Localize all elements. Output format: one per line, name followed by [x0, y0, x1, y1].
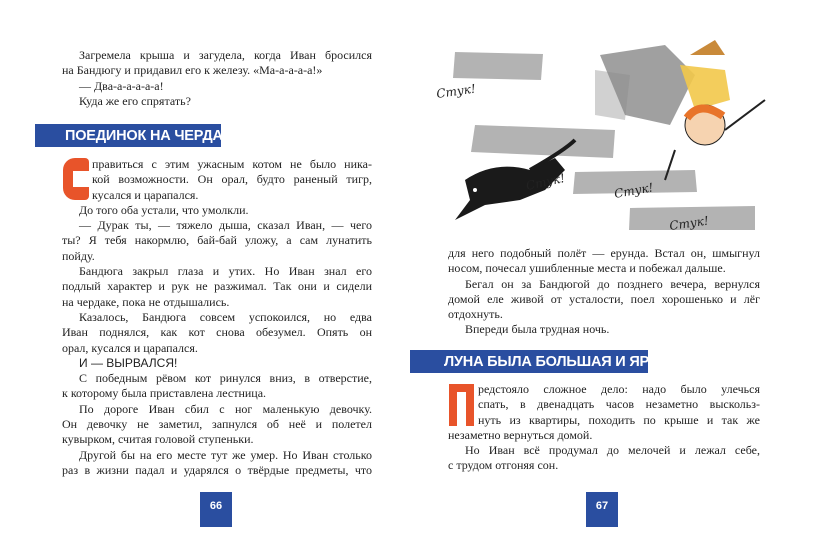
text-line: отдохнуть. — [448, 307, 503, 322]
text-line: Куда же его спрятать? — [79, 93, 191, 108]
text-line: Но Иван всё продумал до мелочей и лежал себе, — [465, 443, 760, 458]
text-line: раз в жизни падал и ударялся о твёрдые предметы, что — [62, 462, 372, 477]
text-line: незаметно вернуться домой. — [448, 427, 593, 442]
text-line: редстояло сложное дело: надо было улечься — [478, 382, 760, 396]
text-line: на Бандюгу и придавил его к железу. «Ма-а-а-а-а!» — [62, 63, 323, 78]
text-line: До того оба устали, что умолкли. — [79, 202, 249, 217]
text-line: с трудом отгоняя сон. — [448, 458, 559, 473]
sound-effect-text: Стук! — [613, 180, 655, 201]
left-main-text — [62, 157, 372, 478]
text-line: По дороге Иван сбил с ног маленькую девочку. — [79, 401, 372, 416]
text-line: подлый характер и рук не разжимал. Так они и сидели — [62, 279, 372, 294]
illustration-falling-boy-and-cat — [425, 30, 795, 240]
text-line: Загремела крыша и загудела, когда Иван бросился — [79, 48, 372, 62]
text-line: кой возможности. Он орал, будто раненый тигр, — [92, 172, 372, 187]
text-line: кувырком, считая головой ступеньки. — [62, 432, 254, 447]
text-line: — Дурак ты, — тяжело дыша, сказал Иван, — чего — [79, 218, 372, 233]
text-line: пойду. — [62, 248, 95, 263]
text-line: — Два-а-а-а-а-а! — [79, 78, 164, 93]
text-line: С победным рёвом кот ринулся вниз, в отверстие, — [79, 371, 372, 386]
section-heading — [35, 124, 241, 147]
right-text-top — [448, 246, 760, 338]
text-line: Впереди была трудная ночь. — [465, 322, 610, 337]
text-line: спать, в двенадцать часов незаметно выскольз- — [478, 397, 760, 412]
page-number: 67 — [586, 492, 618, 527]
text-line: ты? Я тебя накормлю, бай-бай уложу, а сам лунатить — [62, 233, 372, 248]
heading-text: ПОЕДИНОК НА ЧЕРДАКЕ — [65, 128, 241, 144]
sound-effect-text: Стук! — [668, 213, 710, 233]
text-line: домой еле живой от усталости, поел хорошенько и лёг — [448, 291, 760, 306]
text-line: нуть из квартиры, походить по крыше и так же — [478, 412, 760, 427]
text-line: на чердаке, пока не отдышались. — [62, 294, 230, 309]
text-line: Он девочку не заметил, запнулся об неё и полетел — [62, 417, 372, 432]
boy-figure — [600, 40, 765, 180]
text-line: к которому была приставлена лестница. — [62, 386, 267, 401]
text-line: для него подобный полёт — ерунда. Встал он, шмыгнул — [448, 246, 760, 260]
text-line: носом, почесал ушибленные места и побежал дальше. — [448, 261, 726, 276]
text-line: орал, кусался и царапался. — [62, 340, 198, 355]
right-text-bottom — [448, 382, 760, 474]
text-line: Иван поднялся, как кот снова обезумел. Опять он — [62, 325, 372, 340]
text-line: Бандюга закрыл глаза и утих. Но Иван знал его — [79, 264, 372, 279]
heading-text: ЛУНА БЫЛА БОЛЬШАЯ И ЯРКАЯ — [444, 354, 679, 370]
left-intro-text — [62, 48, 372, 109]
text-line: Другой бы на его месте тут же умер. Но Иван столько — [79, 447, 372, 462]
page-number: 66 — [200, 492, 232, 527]
emphasis-line: И — ВЫРВАЛСЯ! — [79, 355, 178, 370]
text-line: Казалось, Бандюга совсем успокоился, но едва — [79, 309, 372, 324]
section-heading — [410, 350, 679, 373]
sound-effect-text: Стук! — [524, 171, 567, 193]
sound-effect-text: Стук! — [435, 81, 477, 101]
text-line: кусался и царапался. — [92, 187, 199, 202]
text-line: правиться с этим ужасным котом не было ника- — [92, 157, 372, 171]
text-line: Бегал он за Бандюгой до позднего вечера, вернулся — [465, 276, 760, 291]
